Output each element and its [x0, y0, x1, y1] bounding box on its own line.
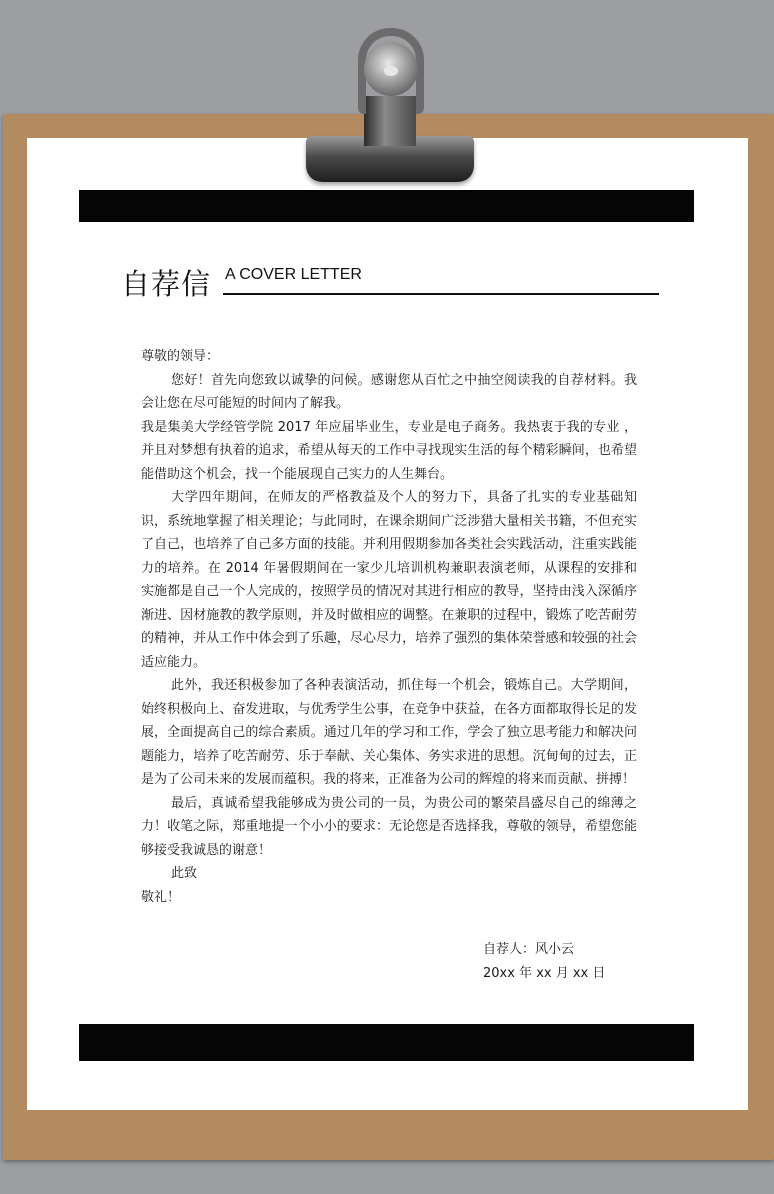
paragraph-greeting: 您好！首先向您致以诚挚的问候。感谢您从百忙之中抽空阅读我的自荐材料。我会让您在尽可能短的时间内了解我。 — [141, 372, 637, 411]
title-underline — [223, 293, 659, 295]
footer-black-bar — [79, 1024, 694, 1061]
paragraph-conclusion: 最后，真诚希望我能够成为贵公司的一员，为贵公司的繁荣昌盛尽自己的绵薄之力！收笔之际，郑重地提一个小小的要求：无论您是否选择我，尊敬的领导，希望您能够接受我诚恳的谢意！ — [141, 795, 637, 858]
salutation: 尊敬的领导： — [141, 349, 220, 364]
header-black-bar — [79, 190, 694, 222]
letter-date: 20xx 年 xx 月 xx 日 — [483, 965, 606, 981]
closing-line-1: 此致 — [171, 866, 198, 881]
paragraph-activities: 此外，我还积极参加了各种表演活动，抓住每一个机会，锻炼自己。大学期间，始终积极向上、奋发进取，与优秀学生公事，在竞争中获益，在各方面都取得长足的发展，全面提高自己的综合素质。通过几年的学习和工作，学会了独立思考能力和解决问题能力，培养了吃苦耐劳、乐于奉献、关心集体、务实求进的思想。沉甸甸的过去，正是为了公司未来的发展而蕴积。我的将来，正准备为公司的辉煌的将来而贡献、拼搏！ — [141, 678, 637, 787]
paragraph-education: 大学四年期间，在师友的严格教益及个人的努力下，具备了扎实的专业基础知识，系统地掌握了相关理论；与此同时，在课余期间广泛涉猎大量相关书籍，不但充实了自己，也培养了自己多方面的技能。并利用假期参加各类社会实践活动，注重实践能力的培养。在 2014 年暑假期间在一家少儿培训机构兼职表演老师，从课程的安排和实施都是自己一个人完成的，按照学员的情况对其进行相应的教导，坚持由浅入深循序渐进、因材施教的教学原则，并及时做相应的调整。在兼职的过程中，锻炼了吃苦耐劳的精神，并从工作中体会到了乐趣，尽心尽力，培养了强烈的集体荣誉感和较强的社会适应能力。 — [141, 490, 637, 670]
signature: 自荐人：风小云 — [483, 942, 575, 957]
closing-line-2: 敬礼！ — [141, 889, 181, 905]
page-subtitle: A COVER LETTER — [225, 266, 362, 283]
letter-body — [141, 345, 637, 909]
page-title: 自荐信 — [121, 267, 212, 301]
paragraph-intro: 我是集美大学经管学院 2017 年应届毕业生，专业是电子商务。我热衷于我的专业 ，并且对梦想有执着的追求，希望从每天的工作中寻找现实生活的每个精彩瞬间，也希望能借助这个机会，找一个能展现自己实力的人生舞台。 — [141, 419, 637, 482]
signature-block — [483, 938, 605, 985]
binder-clip-icon — [300, 20, 480, 180]
